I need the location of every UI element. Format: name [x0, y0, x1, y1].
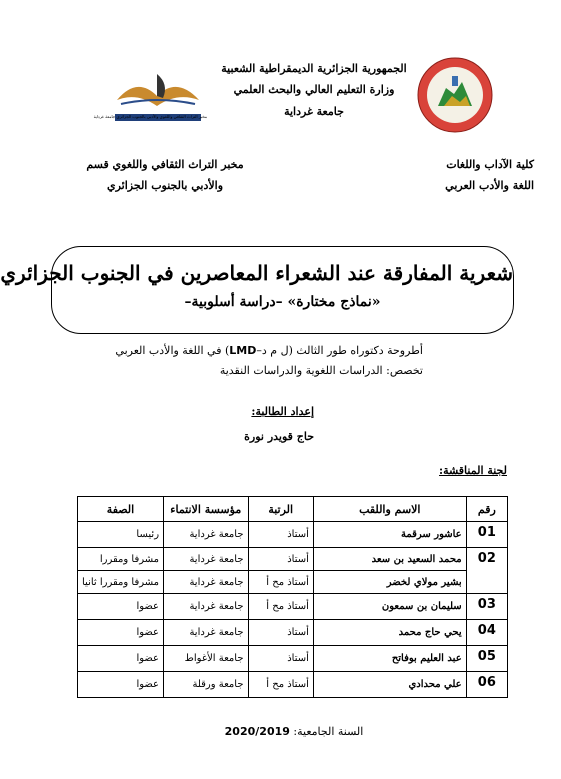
row-name: علي محدادي	[313, 672, 466, 698]
ministry-name: وزارة التعليم العالي والبحث العلمي	[233, 83, 395, 96]
table-header-row	[78, 497, 508, 522]
row-num: 05	[466, 646, 507, 672]
thesis-subtitle: «نماذج مختارة» –دراسة أسلوبية–	[184, 294, 381, 310]
table-row	[78, 571, 508, 594]
degree-lmd: LMD	[229, 344, 257, 357]
row-rank: أستاذ مح أ	[248, 672, 313, 698]
row-num: 04	[466, 620, 507, 646]
row-rank: أستاذ	[248, 646, 313, 672]
row-rank: أستاذ	[248, 522, 313, 548]
thesis-title-box	[0, 246, 514, 334]
faculty-name: كلية الآداب واللغات	[446, 158, 534, 171]
lab-logo-caption: مخبر التراث الثقافي واللغوي والأدبي بالجنوب الجزائري جامعة غرداية	[93, 114, 207, 119]
row-institution: جامعة غرداية	[164, 594, 248, 620]
header-institution: مؤسسة الانتماء	[164, 497, 248, 522]
table-row	[78, 672, 508, 698]
row-role: عضوا	[78, 646, 164, 672]
row-institution: جامعة غرداية	[164, 571, 248, 594]
row-role: رئيسا	[78, 522, 164, 548]
table-row	[78, 594, 508, 620]
student-name: حاج قويدر نورة	[244, 430, 314, 443]
lab-name-line1: مخبر التراث الثقافي واللغوي قسم	[86, 158, 244, 171]
row-institution: جامعة ورقلة	[164, 672, 248, 698]
row-num: 01	[466, 522, 507, 548]
year-label: السنة الجامعية:	[293, 725, 364, 738]
row-name: بشير مولاي لخضر	[313, 571, 466, 594]
degree-line	[115, 344, 423, 357]
row-num: 06	[466, 672, 507, 698]
row-name: يحي حاج محمد	[313, 620, 466, 646]
row-role: مشرفا ومقررا	[78, 548, 164, 571]
row-num: 03	[466, 594, 507, 620]
row-name: عاشور سرقمة	[313, 522, 466, 548]
prepared-label: إعداد الطالبة:	[251, 405, 314, 418]
academic-year	[204, 725, 384, 738]
row-institution: جامعة غرداية	[164, 522, 248, 548]
row-institution: جامعة غرداية	[164, 548, 248, 571]
republic-name: الجمهورية الجزائرية الديمقراطية الشعبية	[221, 62, 407, 75]
specialty-line	[220, 364, 423, 377]
table-row	[78, 646, 508, 672]
row-name: عبد العليم بوفاتح	[313, 646, 466, 672]
row-rank: أستاذ مح أ	[248, 571, 313, 594]
department-name: اللغة والأدب العربي	[445, 179, 534, 192]
row-institution: جامعة الأغواط	[164, 646, 248, 672]
committee-table	[77, 496, 508, 698]
thesis-title: شعرية المفارقة عند الشعراء المعاصرين في الجنوب الجزائري	[0, 261, 513, 285]
university-seal-icon	[416, 56, 494, 134]
row-role: عضوا	[78, 620, 164, 646]
row-name: محمد السعيد بن سعد	[313, 548, 466, 571]
header-role: الصفة	[78, 497, 164, 522]
row-role: مشرفا ومقررا ثانيا	[78, 571, 164, 594]
row-name: سليمان بن سمعون	[313, 594, 466, 620]
table-row	[78, 620, 508, 646]
row-institution: جامعة غرداية	[164, 620, 248, 646]
degree-suffix: ) في اللغة والأدب العربي	[115, 344, 230, 357]
committee-label: لجنة المناقشة:	[439, 464, 507, 477]
table-row	[78, 548, 508, 571]
row-rank: أستاذ	[248, 548, 313, 571]
degree-prefix: أطروحة دكتوراه طور الثالث (ل م د–	[256, 344, 423, 357]
university-name: جامعة غرداية	[284, 105, 344, 118]
specialty-label: تخصص:	[386, 364, 423, 377]
specialty-value: الدراسات اللغوية والدراسات النقدية	[219, 364, 383, 377]
row-rank: أستاذ	[248, 620, 313, 646]
header-num: رقم	[466, 497, 507, 522]
row-role: عضوا	[78, 672, 164, 698]
row-role: عضوا	[78, 594, 164, 620]
header-name: الاسم واللقب	[313, 497, 466, 522]
table-row	[78, 522, 508, 548]
header-rank: الرتبة	[248, 497, 313, 522]
year-value: 2020/2019	[224, 725, 290, 738]
row-rank: أستاذ مح أ	[248, 594, 313, 620]
row-num: 02	[466, 548, 507, 594]
lab-name-line2: والأدبي بالجنوب الجزائري	[106, 179, 224, 192]
